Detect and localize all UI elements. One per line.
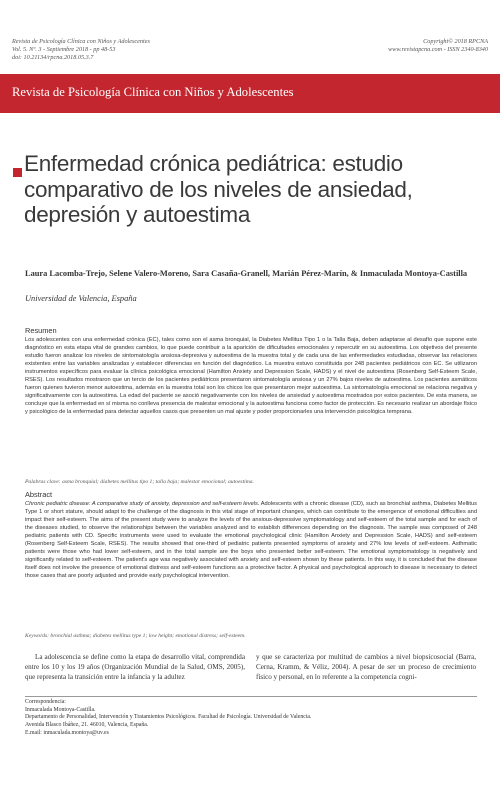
abstract-body (25, 501, 477, 581)
title-square-icon (13, 168, 22, 177)
correspondence-address: Avenida Blasco Ibáñez, 21. 46010, Valencia, España. (25, 722, 149, 729)
footnote-divider (25, 696, 477, 697)
authors: Laura Lacomba-Trejo, Selene Valero-Moreno, Sara Casaña-Granell, Marián Pérez-Marín, & Inmaculada Montoya-Castilla (25, 269, 468, 278)
journal-banner (0, 74, 500, 113)
correspondence-email: E.mail: inmaculada.montoya@uv.es (25, 729, 109, 736)
title-line: depresión y autoestima (24, 202, 251, 227)
intro-column-2: y que se caracteriza por multitud de cambios a nivel biopsicosocial (Barra, Cerna, Kramm, & Véliz, 2004). A pesar de ser un proceso de crecimiento físico y personal, en lo referente a la competencia cogni- (256, 653, 476, 681)
resumen-text: Los adolescentes con una enfermedad crónica (EC), tales como son el asma bronquial, la Diabetes Mellitus Tipo 1 o la Talla Baja, deben adaptarse al desafío que supone este diagnóstico en esta etapa vital de grandes cambios, lo que puede contribuir a la aparición de dificultades emocionales y repercutir en su autoestima. Los objetivos del presente estudio fueron analizar los niveles de sintomatología ansiosa-depresiva y autoestima de la muestra total y de cada una de las enfermedades estudiadas, observar las relaciones existentes entre las variables analizadas y establecer diferencias en función del diagnóstico. La muestra estuvo constituida por 248 pacientes pediátricos con EC. Se utilizaron instrumentos específicos para evaluar la clínica psicológica emocional (Hamilton Anxiety and Depression Scale, HADS) y el nivel de autoestima (Rosenberg Self-Esteem Scale, RSES). Los resultados mostraron que un tercio de los pacientes pediátricos presentaron sintomatología ansiosa y un 27% bajos niveles de autoestima. Los pacientes asmáticos fueron quienes tuvieron menor autoestima, además en la muestra total son los chicos los que presentaron mejor autoestima. La sintomatología emocional se relaciona negativa y significativamente con la autoestima. La edad del paciente se asoció negativamente con los niveles de ansiedad y autoestima mostrados por estos pacientes. De esta manera, se concluye que la enfermedad en sí misma no conlleva presencia de malestar emocional y la autoestima funciona como factor de protección. Es necesario realizar un abordaje físico y psicológico de la enfermedad para detectar aquellos casos que presenten un mal ajuste y poder proporcionarles una intervención psicológica temprana. (25, 337, 477, 415)
title-line: comparativo de los niveles de ansiedad, (24, 176, 413, 202)
abstract-english-title: Chronic pediatric disease: A comparative study of anxiety, depression and self-esteem levels. (25, 501, 260, 507)
volume-info: Vol. 5. Nº. 3 - Septiembre 2018 - pp 48-53 (12, 46, 116, 53)
abstract-text: Adolescents with a chronic disease (CD), such as bronchial asthma, Diabetes Mellitus Type 1 or short stature, should adapt to the challenge of the diagnosis in this vital stage of important changes, which can contribute to the emergence of emotional difficulties and impact their self-esteem. The aims of the present study were to analyze the levels of the anxious-depressive symptomatology and self-esteem of the total sample and for each of the diseases studied, to observe the relationships between the variables analyzed and to establish differences depending on the diagnosis. The sample was composed of 248 pediatric patients with CD. Specific instruments were used to evaluate the emotional psychological clinic (Hamilton Anxiety and Depression Scale, HADS) and self-esteem (Rosenberg Self-Esteem Scale, RSES). The results showed that one-third of pediatric patients presented symptoms of anxiety and 27% low levels of self-esteem. Asthmatic patients were those who had lower self-esteem, and in the total sample are the boys who presented better self-esteem. The emotional symptomatology is negatively and significantly related to self-esteem. The patient's age was negatively associated with anxiety and self-esteem shown by these patients. In this way, it is concluded that the disease itself does not involve the presence of emotional distress and self-esteem functions as a protective factor. A physical and psychological approach to disease is necessary to detect those cases that are poorly adjusted and provide early psychological intervention. (25, 501, 477, 579)
website-issn: www.revistapcna.com - ISSN 2340-8340 (388, 46, 488, 53)
journal-name: Revista de Psicología Clínica con Niños y Adolescentes (12, 38, 150, 45)
title-line: Enfermedad crónica pediátrica: estudio (24, 151, 403, 176)
correspondence-label: Correspondencia: (25, 699, 66, 705)
keywords: Keywords: bronchial asthma; diabetes mellitus type 1; low height; emotional distress; self-esteem. (25, 633, 246, 639)
doi: doi: 10.21134/rpcna.2018.05.3.7 (12, 54, 94, 61)
journal-header-left (12, 38, 252, 62)
intro-column-1: La adolescencia se define como la etapa de desarrollo vital, comprendida entre los 10 y los 19 años (Organización Mundial de la Salud, OMS, 2005), que representa la transición entre la infancia y la adultez (25, 653, 245, 681)
article-title (24, 151, 484, 228)
palabras-clave: Palabras clave: asma bronquial; diabetes mellitus tipo 1; talla baja; malestar emocional; autoestima. (25, 479, 254, 485)
resumen-heading: Resumen (25, 326, 57, 335)
banner-title: Revista de Psicología Clínica con Niños y Adolescentes (12, 85, 294, 99)
affiliation: Universidad de Valencia, España (25, 294, 137, 303)
correspondence-block (25, 699, 311, 738)
correspondence-name: Inmaculada Montoya-Castilla. (25, 706, 96, 713)
abstract-heading: Abstract (25, 490, 53, 499)
correspondence-department: Departamento de Personalidad, Intervención y Tratamientos Psicológicos. Facultad de Psicología. Universidad de Valencia. (25, 714, 312, 721)
copyright: Copyright© 2018 RPCNA (423, 38, 488, 45)
journal-header-right (288, 38, 488, 54)
